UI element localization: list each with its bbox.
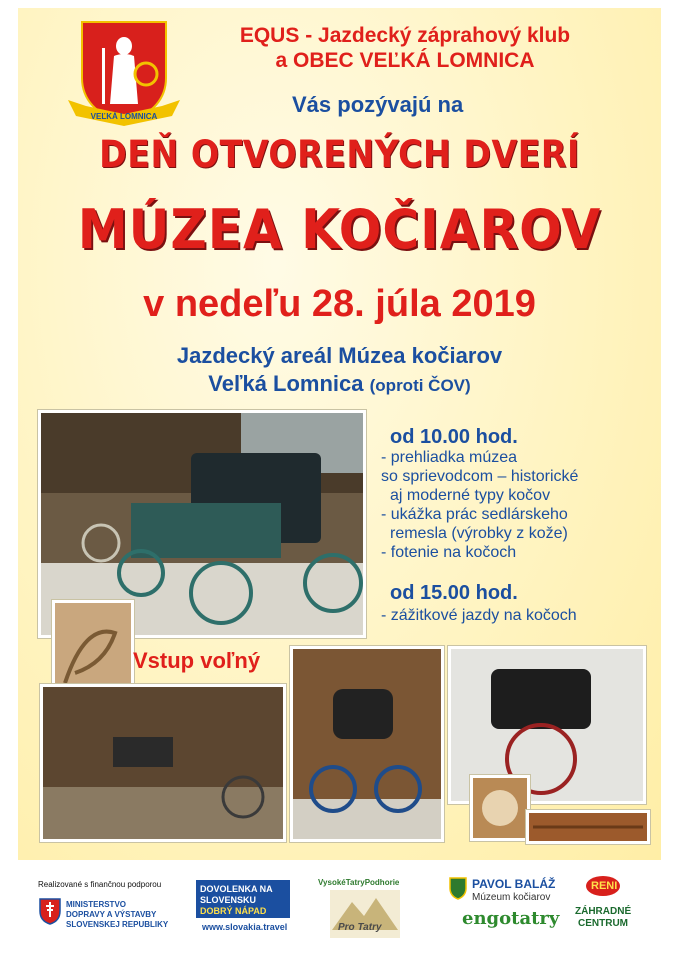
event-title-line-2: MÚZEA KOČIAROV [77,198,602,261]
organizer-line-2: a OBEC VEĽKÁ LOMNICA [275,49,535,72]
ministry-line-1: MINISTERSTVO [66,900,127,909]
schedule-item: remesla (výrobky z kože) [390,525,568,542]
event-title-line-1: DEŇ OTVORENÝCH DVERÍ [99,133,580,176]
schedule-item: so sprievodcom – historické [381,468,579,485]
reni-label: RENI [591,880,618,892]
travel-line-3: DOBRÝ NÁPAD [200,906,267,916]
reni-line-1: ZÁHRADNÉ [575,906,632,917]
ministry-line-2: DOPRAVY A VÝSTAVBY [66,910,157,919]
schedule-item: - ukážka prác sedlárskeho [381,506,568,523]
schedule-time-1: od 10.00 hod. [390,426,518,448]
reni-line-2: CENTRUM [578,918,628,929]
balaz-name: PAVOL BALÁŽ [472,877,556,891]
velka-lomnica-crest-icon [68,18,180,130]
venue-note: (oproti ČOV) [369,376,471,395]
schedule-item: - fotenie na kočoch [381,544,517,561]
venue-line-2 [0,371,679,397]
balaz-subtitle: Múzeum kočiarov [472,892,551,903]
venue-town: Veľká Lomnica [208,371,364,396]
organizer-line-1: EQUS - Jazdecký záprahový klub [239,24,571,47]
engotatry-logo: engotatry [462,908,560,929]
supported-by-label: Realizované s finančnou podporou [38,880,162,889]
podhorie-label: VysokéTatryPodhorie [318,878,400,887]
horse-portrait-photo [470,775,530,841]
schedule-time-2: od 15.00 hod. [390,582,518,604]
pro-tatry-label: Pro Tatry [338,922,382,933]
blue-carriage-photo [290,646,444,842]
schedule-item: - prehliadka múzea [381,449,518,466]
carriage-storage-photo [40,684,286,842]
museum-crest-icon [448,876,468,900]
travel-line-2: SLOVENSKU [200,895,257,905]
venue-line-1: Jazdecký areál Múzea kočiarov [176,343,503,368]
leather-belt-photo [526,810,650,844]
invitation-text: Vás pozývajú na [292,92,464,117]
schedule-item: aj moderné typy kočov [390,487,551,504]
ministry-line-3: SLOVENSKEJ REPUBLIKY [66,920,169,929]
travel-line-1: DOVOLENKA NA [200,884,273,894]
slovak-coat-of-arms-icon [38,897,62,925]
free-entry-label: Vstup voľný [133,648,261,673]
travel-url: www.slovakia.travel [202,922,288,932]
event-date: v nedeľu 28. júla 2019 [143,283,536,325]
schedule-item: - zážitkové jazdy na kočoch [381,607,577,624]
crest-label: VEĽKÁ LOMNICA [90,112,158,121]
